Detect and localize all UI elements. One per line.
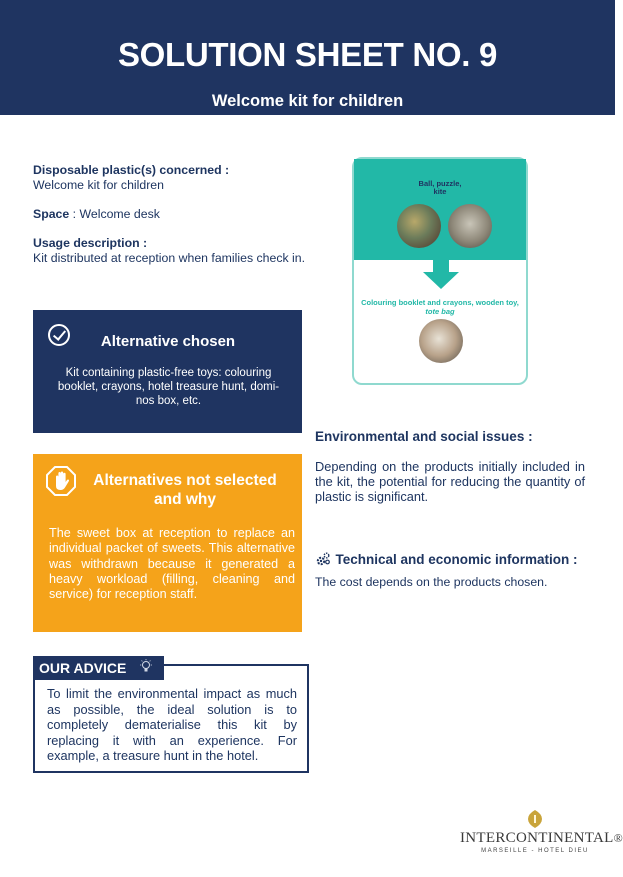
alternative-chosen-box [33,310,302,433]
ball-photo [397,204,441,248]
page-header [0,0,615,115]
alternatives-not-selected-text: The sweet box at reception to replace an individual packet of sweets. This alternative was withdrawn because it generated a heavy workload (filling, cleaning and service) for reception staff. [49,526,295,602]
plastic-label: Disposable plastic(s) concerned : [33,163,230,177]
space-label: Space [33,207,70,221]
after-label: Colouring booklet and crayons, wooden toy, tote bag [361,298,519,316]
technical-text: The cost depends on the products chosen. [315,575,548,589]
environmental-text: Depending on the products initially included in the kit, the potential for reducing the quantity of plastic is significant. [315,459,585,504]
puzzle-photo [448,204,492,248]
logo-emblem-icon [528,810,542,828]
page-title: SOLUTION SHEET NO. 9 [117,36,498,73]
alternatives-not-selected-heading: Alternatives not selected and why [93,472,277,508]
advice-box [33,660,309,773]
alternatives-not-selected-box [33,454,302,632]
usage-value: Kit distributed at reception when families check in. [33,251,306,265]
intercontinental-logo [460,810,623,860]
info-section [33,163,333,280]
gears-icon [315,551,331,567]
page-subtitle: Welcome kit for children [211,92,404,110]
crayons-photo [419,319,463,363]
technical-section [315,551,610,589]
alternative-chosen-heading: Alternative chosen [100,333,236,350]
logo-brand: INTERCONTINENTAL® [460,830,623,846]
before-label: Ball, puzzle, kite [418,179,462,196]
environmental-section [315,429,585,504]
environmental-heading: Environmental and social issues : [315,429,533,444]
technical-heading: Technical and economic information : [335,552,578,567]
space-value: : Welcome desk [69,207,160,221]
plastic-value: Welcome kit for children [33,178,164,192]
alternative-chosen-text: Kit containing plastic-free toys: colouring booklet, crayons, hotel treasure hunt, domi-nos box, etc. [57,367,280,407]
check-circle-icon [48,324,70,346]
illustration-card [352,157,528,385]
lightbulb-icon [139,659,153,675]
advice-heading: OUR ADVICE [33,656,164,680]
advice-text: To limit the environmental impact as much as possible, the ideal solution is to completely dematerialise this kit by replacing it with an experience. For example, a treasure hunt in the hotel. [47,686,297,763]
illustration-before-panel [354,159,526,260]
logo-location: MARSEILLE - HOTEL DIEU [481,848,589,854]
stop-hand-icon [46,466,76,496]
usage-label: Usage description : [33,236,148,250]
